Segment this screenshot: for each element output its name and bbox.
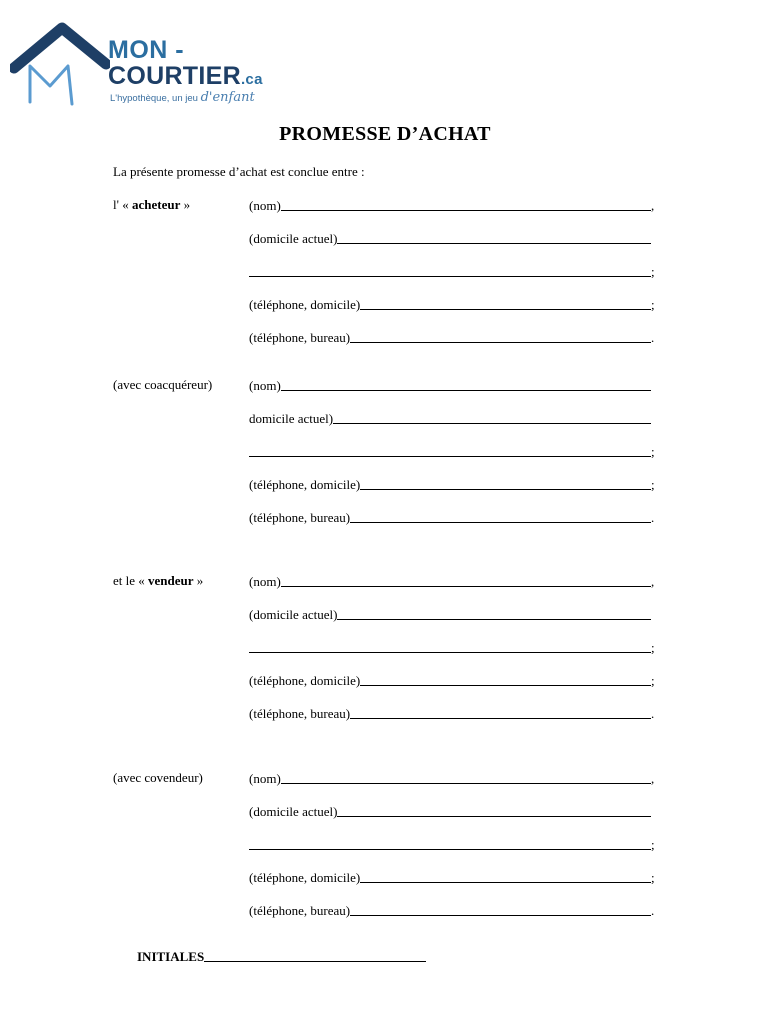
field-punctuation: ; xyxy=(651,870,655,885)
field-label: (nom) xyxy=(249,378,281,393)
form-field-row[interactable] xyxy=(249,509,657,525)
field-blank-line[interactable] xyxy=(337,230,651,244)
house-logo-icon xyxy=(10,22,110,112)
field-blank-line[interactable] xyxy=(360,476,651,490)
form-field-row[interactable] xyxy=(249,705,657,721)
field-punctuation: ; xyxy=(651,264,655,279)
field-label: (nom) xyxy=(249,574,281,589)
form-field-row[interactable] xyxy=(249,476,657,492)
field-blank-line[interactable] xyxy=(350,902,651,916)
brand-suffix: .ca xyxy=(240,71,263,88)
field-blank-line[interactable] xyxy=(281,573,651,587)
form-field-row[interactable] xyxy=(249,770,657,786)
field-blank-line[interactable] xyxy=(249,263,651,277)
field-punctuation: ; xyxy=(651,673,655,688)
party-label-prefix: et le « xyxy=(113,573,149,588)
field-blank-line[interactable] xyxy=(337,606,651,620)
document-title: PROMESSE D’ACHAT xyxy=(279,123,491,145)
intro-text: La présente promesse d’achat est conclue entre : xyxy=(113,164,365,179)
field-punctuation: ; xyxy=(651,837,655,852)
field-label: (téléphone, bureau) xyxy=(249,903,351,918)
form-field-row[interactable] xyxy=(249,329,657,345)
tagline-script: d'enfant xyxy=(200,90,255,105)
field-label: (téléphone, domicile) xyxy=(249,297,361,312)
form-field-row[interactable] xyxy=(249,410,657,426)
field-punctuation: . xyxy=(651,510,655,525)
party-label-suffix: » xyxy=(193,573,204,588)
field-blank-line[interactable] xyxy=(281,197,651,211)
party-label xyxy=(113,197,190,213)
party-label-prefix: (avec coacquéreur) xyxy=(113,377,213,392)
field-punctuation: , xyxy=(651,198,655,213)
company-logo xyxy=(10,22,270,112)
party-label xyxy=(113,770,203,786)
field-label: (nom) xyxy=(249,198,281,213)
party-label-prefix: (avec covendeur) xyxy=(113,770,203,785)
form-field-row[interactable] xyxy=(249,902,657,918)
brand-line-1: MON - xyxy=(108,36,185,64)
field-label: (téléphone, bureau) xyxy=(249,330,351,345)
brand-line-2 xyxy=(108,64,263,89)
initials-field[interactable] xyxy=(137,948,426,964)
party-role: vendeur xyxy=(148,573,194,588)
field-label: (domicile actuel) xyxy=(249,607,338,622)
form-field-row[interactable] xyxy=(249,263,657,279)
form-field-row[interactable] xyxy=(249,197,657,213)
field-punctuation: . xyxy=(651,330,655,345)
form-field-row[interactable] xyxy=(249,869,657,885)
field-blank-line[interactable] xyxy=(249,639,651,653)
initials-label: INITIALES xyxy=(137,949,205,964)
form-field-row[interactable] xyxy=(249,639,657,655)
party-label xyxy=(113,377,212,393)
field-label: (téléphone, domicile) xyxy=(249,870,361,885)
form-field-row[interactable] xyxy=(249,606,657,622)
field-label: (téléphone, bureau) xyxy=(249,706,351,721)
field-punctuation: . xyxy=(651,903,655,918)
party-label-prefix: l' « xyxy=(113,197,132,212)
field-blank-line[interactable] xyxy=(249,836,651,850)
field-blank-line[interactable] xyxy=(360,672,651,686)
brand-tagline xyxy=(110,90,255,105)
party-role: acheteur xyxy=(131,197,181,212)
field-label: (téléphone, domicile) xyxy=(249,673,361,688)
initials-blank[interactable] xyxy=(204,948,426,962)
field-blank-line[interactable] xyxy=(350,509,651,523)
party-label xyxy=(113,573,203,589)
form-field-row[interactable] xyxy=(249,443,657,459)
field-blank-line[interactable] xyxy=(360,869,651,883)
form-field-row[interactable] xyxy=(249,672,657,688)
field-blank-line[interactable] xyxy=(249,443,651,457)
form-field-row[interactable] xyxy=(249,836,657,852)
field-punctuation: ; xyxy=(651,477,655,492)
field-punctuation: , xyxy=(651,574,655,589)
field-label: (domicile actuel) xyxy=(249,231,338,246)
form-field-row[interactable] xyxy=(249,377,657,393)
field-label: (domicile actuel) xyxy=(249,804,338,819)
field-blank-line[interactable] xyxy=(350,329,651,343)
form-field-row[interactable] xyxy=(249,296,657,312)
field-punctuation: ; xyxy=(651,640,655,655)
field-blank-line[interactable] xyxy=(360,296,651,310)
field-blank-line[interactable] xyxy=(337,803,651,817)
field-label: (téléphone, bureau) xyxy=(249,510,351,525)
field-punctuation: ; xyxy=(651,444,655,459)
tagline-text: L'hypothèque, un jeu xyxy=(110,93,198,104)
field-punctuation: ; xyxy=(651,297,655,312)
form-field-row[interactable] xyxy=(249,573,657,589)
field-punctuation: , xyxy=(651,771,655,786)
field-blank-line[interactable] xyxy=(281,770,651,784)
field-label: (nom) xyxy=(249,771,281,786)
field-blank-line[interactable] xyxy=(350,705,651,719)
field-blank-line[interactable] xyxy=(333,410,651,424)
field-punctuation: . xyxy=(651,706,655,721)
form-field-row[interactable] xyxy=(249,803,657,819)
field-label: (téléphone, domicile) xyxy=(249,477,361,492)
form-field-row[interactable] xyxy=(249,230,657,246)
field-label: domicile actuel) xyxy=(249,411,334,426)
field-blank-line[interactable] xyxy=(281,377,651,391)
party-label-suffix: » xyxy=(180,197,191,212)
brand-name: COURTIER xyxy=(108,62,241,90)
